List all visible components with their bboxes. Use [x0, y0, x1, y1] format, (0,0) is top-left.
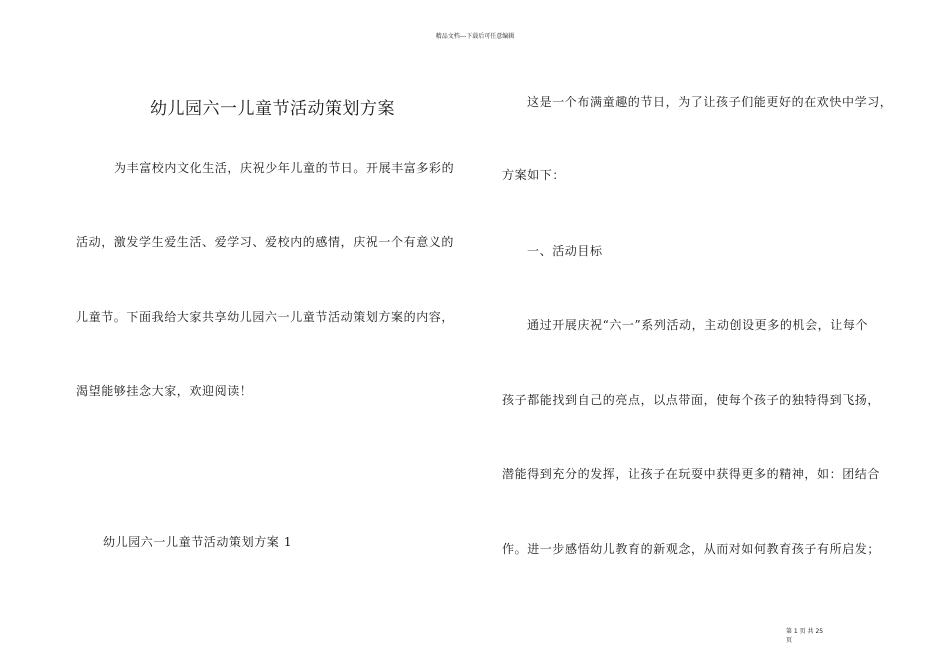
right-column: [502, 0, 897, 672]
body-line-3: 通过开展庆祝“六一”系列活动，主动创设更多的机会，让每个: [527, 318, 869, 332]
intro-line-2: 活动，激发学生爱生活、爱学习、爱校内的感情，庆祝一个有意义的: [76, 235, 455, 249]
intro-line-1: 为丰富校内文化生活，庆祝少年儿童的节日。开展丰富多彩的: [114, 161, 455, 175]
body-line-6: 作。进一步感悟幼儿教育的新观念，从而对如何教育孩子有所启发；: [502, 542, 881, 556]
body-line-4: 孩子都能找到自己的亮点，以点带面，使每个孩子的独特得到飞扬，: [502, 393, 881, 407]
body-line-2: 方案如下：: [502, 168, 566, 182]
page-number: 第 1 页 共 25 页: [786, 628, 824, 644]
section-heading-goal: 一、活动目标: [527, 244, 603, 258]
intro-line-4: 渴望能够挂念大家，欢迎阅读！: [76, 384, 253, 398]
left-column: [76, 0, 466, 672]
body-line-5: 潜能得到充分的发挥，让孩子在玩耍中获得更多的精神，如：团结合: [502, 467, 881, 481]
body-line-1: 这是一个布满童趣的节日，为了让孩子们能更好的在欢快中学习，: [527, 95, 893, 109]
page-header-note: 精品文档---下载后可任意编辑: [435, 33, 515, 40]
document-title: 幼儿园六一儿童节活动策划方案: [150, 99, 395, 119]
section-heading: 幼儿园六一儿童节活动策划方案 1: [103, 535, 293, 549]
intro-line-3: 儿童节。下面我给大家共享幼儿园六一儿童节活动策划方案的内容，: [76, 310, 455, 324]
